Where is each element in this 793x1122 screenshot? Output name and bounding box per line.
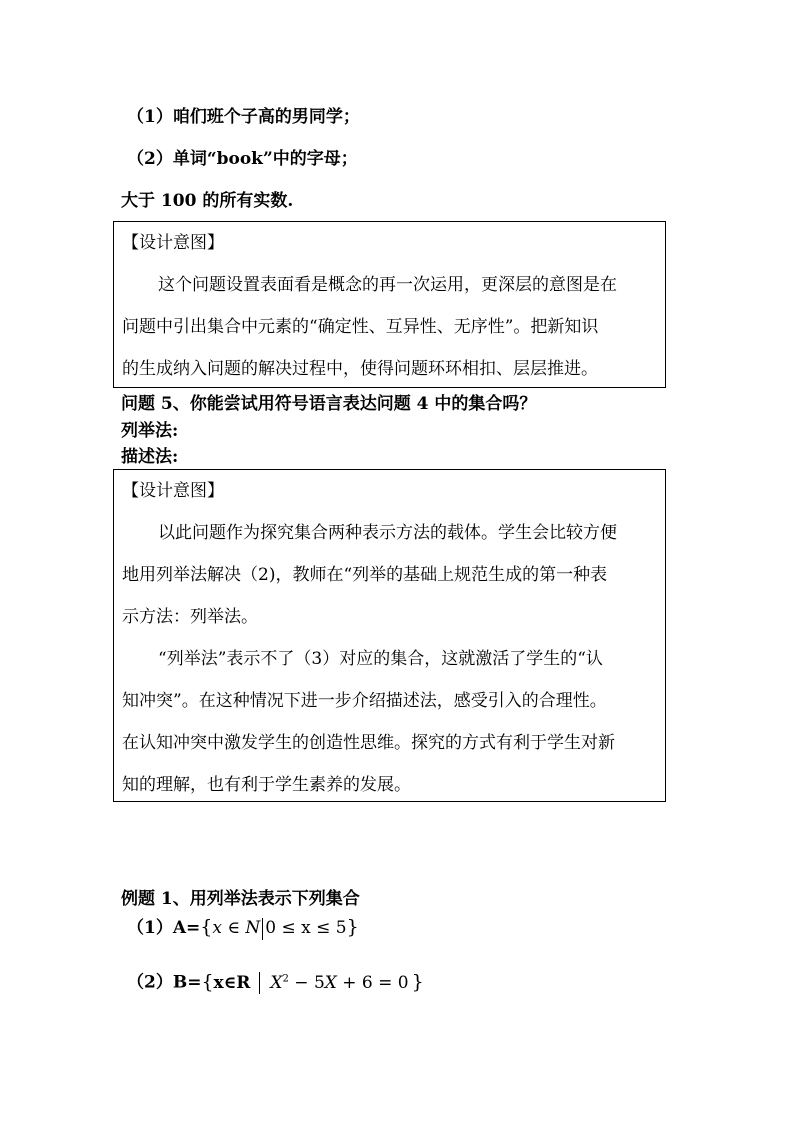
equation-end: + 6 = 0 [336,972,409,993]
such-that-bar [259,972,260,994]
design-intent-heading: 【设计意图】 [122,481,224,501]
open-brace: { [200,916,213,938]
member-symbol: ∈ [221,918,246,938]
design-intent-line: 知的理解，也有利于学生素养的发展。 [122,775,411,795]
part-1-prefix: （1）A= [127,918,201,938]
design-intent-line: 这个问题设置表面看是概念的再一次运用，更深层的意图是在 [158,275,617,295]
example-1-part-2 [127,968,424,994]
intro-item-1: （1）咱们班个子高的男同学； [127,107,360,127]
close-brace: } [411,970,424,993]
variable-x-upper: X [324,972,337,993]
example-1-title: 例题 1、用列举法表示下列集合 [121,889,360,909]
part-2-prefix: （2）B= [127,972,202,993]
equation-middle: − 5 [288,972,325,993]
open-brace: { [201,970,214,993]
close-brace: } [346,916,359,938]
intro-item-3: 大于 100 的所有实数. [121,191,294,211]
natural-numbers-symbol: N [245,918,261,938]
design-intent-line: “列举法”表示不了（3）对应的集合，这就激活了学生的“认 [158,649,603,669]
design-intent-heading: 【设计意图】 [122,233,224,253]
intro-item-2: （2）单词“book”中的字母； [127,149,358,169]
variable-x: x [212,918,222,938]
design-intent-line: 在认知冲突中激发学生的创造性思维。探究的方式有利于学生对新 [122,733,615,753]
example-1-part-1 [127,916,359,940]
set-b-formula [201,970,424,993]
design-intent-line: 的生成纳入问题的解决过程中，使得问题环环相扣、层层推进。 [122,359,598,379]
set-condition: 0 ≤ x ≤ 5 [265,918,347,938]
design-intent-box-1 [113,221,666,388]
set-b-member: x∈R [213,972,251,993]
method-enumeration-label: 列举法: [121,421,179,441]
such-that-bar [262,918,263,940]
variable-x-upper: X [270,972,283,993]
exponent: 2 [282,973,289,984]
design-intent-line: 问题中引出集合中元素的“确定性、互异性、无序性”。把新知识 [122,317,599,337]
design-intent-line: 示方法：列举法。 [122,607,258,627]
design-intent-line: 知冲突”。在这种情况下进一步介绍描述法，感受引入的合理性。 [122,691,607,711]
design-intent-line: 地用列举法解决（2)，教师在“列举的基础上规范生成的第一种表 [122,565,608,585]
set-a-formula [200,918,358,938]
method-description-label: 描述法: [121,447,179,467]
question-5-title: 问题 5、你能尝试用符号语言表达问题 4 中的集合吗？ [121,394,537,414]
design-intent-line: 以此问题作为探究集合两种表示方法的载体。学生会比较方便 [158,523,617,543]
design-intent-box-2 [113,469,666,802]
